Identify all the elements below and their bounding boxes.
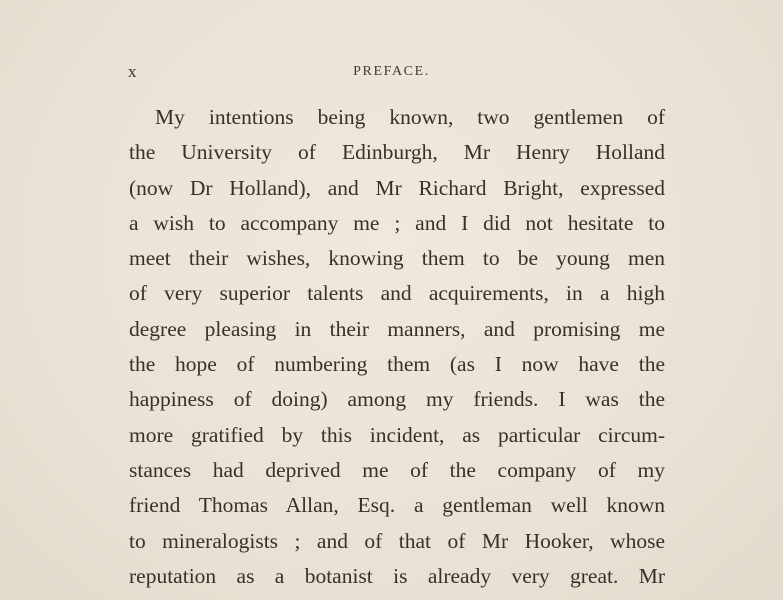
text-line: stances had deprived me of the company of my xyxy=(129,457,665,482)
text-line: My intentions being known, two gentlemen of xyxy=(155,105,665,129)
text-line: reputation as a botanist is already very great. Mr xyxy=(129,563,665,588)
text-line: more gratified by this incident, as particular circum- xyxy=(129,422,665,447)
text-line: to mineralogists ; and of that of Mr Hooker, whose xyxy=(129,528,665,553)
text-line: the hope of numbering them (as I now have the xyxy=(129,352,665,377)
text-line: happiness of doing) among my friends. I was the xyxy=(129,387,665,412)
text-line: a wish to accompany me ; and I did not hesitate to xyxy=(129,210,665,235)
running-head: PREFACE. xyxy=(353,64,430,79)
text-line: friend Thomas Allan, Esq. a gentleman well known xyxy=(129,493,665,518)
text-line: degree pleasing in their manners, and promising me xyxy=(129,316,665,341)
text-line: the University of Edinburgh, Mr Henry Holland xyxy=(129,140,665,165)
text-line: of very superior talents and acquirements, in a high xyxy=(129,281,665,306)
page-number: x xyxy=(128,62,138,81)
body-paragraph xyxy=(129,100,665,594)
text-line: meet their wishes, knowing them to be young men xyxy=(129,246,665,271)
text-line: (now Dr Holland), and Mr Richard Bright, expressed xyxy=(129,175,665,200)
